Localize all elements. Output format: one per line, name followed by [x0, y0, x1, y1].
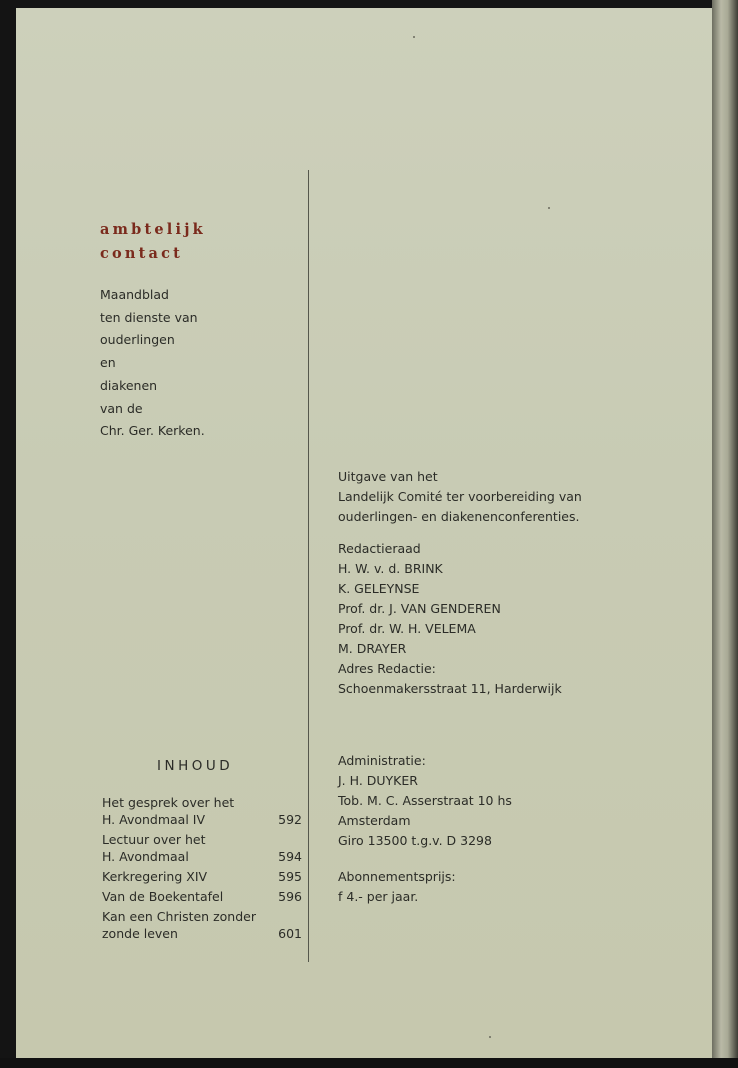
description-line: Chr. Ger. Kerken. [100, 423, 205, 439]
description-line: van de [100, 400, 143, 416]
toc-page-number: 601 [278, 926, 302, 941]
description-line: Maandblad [100, 287, 169, 302]
editor-name: M. DRAYER [338, 641, 407, 656]
toc-heading: INHOUD [157, 758, 234, 774]
toc-entry [102, 888, 302, 905]
editor-name: Prof. dr. W. H. VELEMA [338, 621, 476, 636]
administration-line: Tob. M. C. Asserstraat 10 hs [338, 793, 512, 808]
toc-page-number: 596 [278, 889, 302, 904]
toc-entry-title: Kerkregering XIV [102, 869, 208, 884]
editorial-board-block [338, 539, 562, 699]
masthead-title [100, 218, 206, 266]
publisher-line: Uitgave van het [338, 469, 438, 484]
publisher-line: ouderlingen- en diakenenconferenties. [338, 509, 580, 524]
bottom-edge-shadow [0, 1058, 738, 1068]
toc-page-number: 595 [278, 869, 302, 884]
editorial-address: Schoenmakersstraat 11, Harderwijk [338, 681, 562, 696]
scan-speck [548, 207, 550, 209]
table-of-contents [102, 794, 302, 945]
toc-entry-title: Kan een Christen zonder [102, 909, 256, 924]
masthead-line-1: ambtelijk [100, 221, 206, 238]
column-divider [308, 170, 309, 962]
administration-line: J. H. DUYKER [338, 773, 418, 788]
page-edge-shadow [712, 0, 738, 1068]
editors-heading: Redactieraad [338, 541, 421, 556]
toc-entry-title: Lectuur over het [102, 832, 206, 847]
editorial-address-label: Adres Redactie: [338, 661, 436, 676]
editor-name: K. GELEYNSE [338, 581, 420, 596]
toc-page-number: 594 [278, 849, 302, 864]
toc-entry-title: Het gesprek over het [102, 795, 235, 810]
scan-speck [413, 36, 415, 38]
administration-line: Amsterdam [338, 813, 411, 828]
description-line: diakenen [100, 377, 158, 393]
toc-entry [102, 868, 302, 885]
toc-entry [102, 831, 302, 865]
administration-block [338, 751, 512, 851]
toc-page-number: 592 [278, 812, 302, 827]
subscription-heading: Abonnementsprijs: [338, 869, 456, 884]
publisher-line: Landelijk Comité ter voorbereiding van [338, 489, 582, 504]
editor-name: H. W. v. d. BRINK [338, 561, 443, 576]
scan-speck [489, 1036, 491, 1038]
description-line: ten dienste van [100, 309, 198, 325]
subscription-price: f 4.- per jaar. [338, 889, 419, 904]
toc-entry-title: Van de Boekentafel [102, 889, 224, 904]
description-line: ouderlingen [100, 332, 175, 348]
editor-name: Prof. dr. J. VAN GENDEREN [338, 601, 501, 616]
publication-description [100, 284, 205, 443]
publisher-block [338, 467, 582, 527]
toc-entry [102, 908, 302, 942]
description-line: en [100, 355, 116, 371]
toc-entry-title: zonde leven [102, 926, 178, 941]
administration-line: Giro 13500 t.g.v. D 3298 [338, 833, 492, 848]
administration-heading: Administratie: [338, 753, 426, 768]
toc-entry-title: H. Avondmaal [102, 849, 189, 864]
subscription-block [338, 867, 456, 907]
toc-entry-title: H. Avondmaal IV [102, 812, 206, 827]
toc-entry [102, 794, 302, 828]
masthead-line-2: contact [100, 245, 184, 262]
